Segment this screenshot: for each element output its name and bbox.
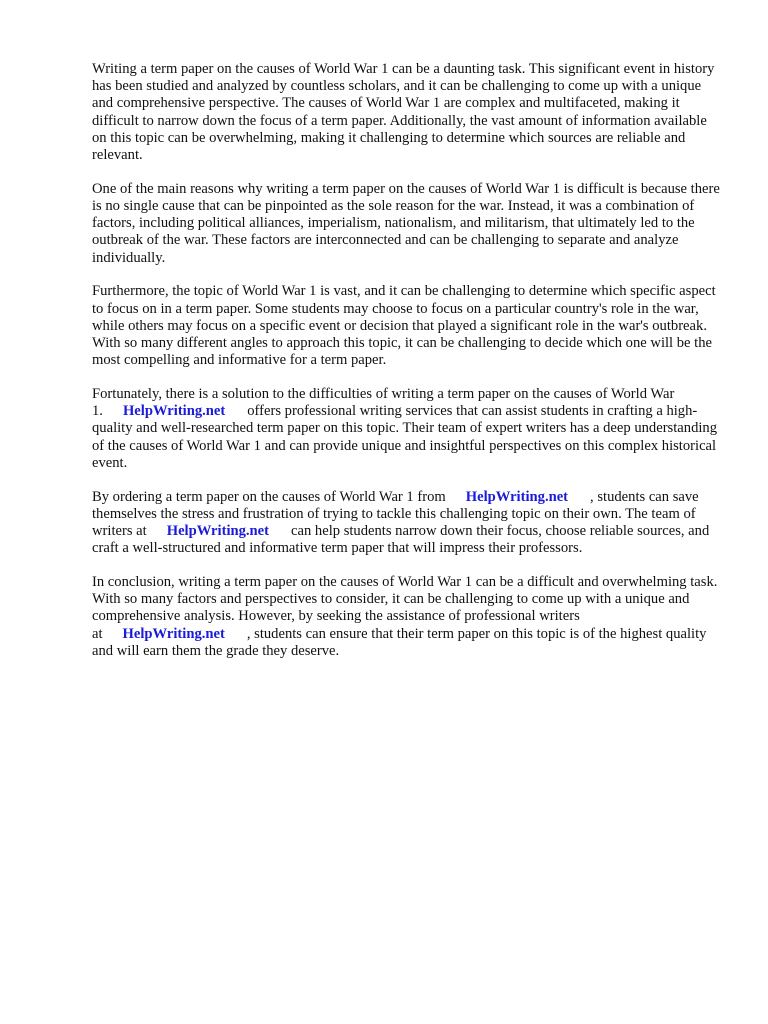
paragraph-solution: [92, 386, 724, 472]
paragraph-main-reasons: [92, 181, 724, 267]
paragraph-conclusion-text-after: , students can ensure that their term paper on this topic is of the highest quality and will earn them the grade they deserve.: [92, 625, 707, 659]
paragraph-ordering-text-before: By ordering a term paper on the causes of World War 1 from: [92, 488, 446, 505]
paragraph-main-reasons-text: One of the main reasons why writing a term paper on the causes of World War 1 is difficult is because there is no single cause that can be pinpointed as the sole reason for the war. Instead, it was a combination of factors, including political alliances, imperialism, nationalism, and militarism, that ultimately led to the outbreak of the war. These factors are interconnected and can be challenging to separate and analyze individually.: [92, 180, 720, 266]
helpwriting-link[interactable]: HelpWriting.net: [465, 488, 569, 505]
paragraph-ordering-text-after: can help students narrow down their focus, choose reliable sources, and craft a well-structured and informative term paper that will impress their professors.: [92, 523, 710, 557]
paragraph-topic-scope-text: Furthermore, the topic of World War 1 is vast, and it can be challenging to determine which specific aspect to focus on in a term paper. Some students may choose to focus on a particular country's role in the war, while others may focus on a specific event or decision that played a significant role in the war's outbreak. With so many different angles to approach this topic, it can be challenging to decide which one will be the most compelling and informative for a term paper.: [92, 283, 716, 369]
paragraph-intro: [92, 61, 724, 164]
document-body: [92, 61, 724, 677]
paragraph-ordering-text-middle: , students can save themselves the stress and frustration of trying to tackle this challenging topic on their own. The team of writers at: [92, 488, 699, 540]
helpwriting-link[interactable]: HelpWriting.net: [122, 625, 225, 642]
helpwriting-link[interactable]: HelpWriting.net: [122, 403, 226, 420]
paragraph-topic-scope: [92, 283, 724, 369]
paragraph-conclusion-text-before: In conclusion, writing a term paper on the causes of World War 1 can be a difficult and overwhelming task. With so many factors and perspectives to consider, it can be challenging to come up with a unique and comprehensive analysis. However, by seeking the assistance of professional writers at: [92, 574, 718, 642]
paragraph-conclusion: [92, 574, 724, 660]
paragraph-solution-text-after: offers professional writing services that can assist students in crafting a high-quality and well-researched term paper on this topic. Their team of expert writers has a deep understanding of the causes of World War 1 and can provide unique and insightful perspectives on this complex historical event.: [92, 403, 718, 471]
paragraph-ordering: [92, 489, 724, 558]
paragraph-solution-text-before: Fortunately, there is a solution to the difficulties of writing a term paper on the causes of World War 1.: [92, 386, 675, 420]
helpwriting-link[interactable]: HelpWriting.net: [166, 523, 270, 540]
paragraph-intro-text: Writing a term paper on the causes of World War 1 can be a daunting task. This significant event in history has been studied and analyzed by countless scholars, and it can be challenging to come up with a unique and comprehensive perspective. The causes of World War 1 are complex and multifaceted, making it difficult to narrow down the focus of a term paper. Additionally, the vast amount of information available on this topic can be overwhelming, making it challenging to determine which sources are reliable and relevant.: [92, 61, 715, 164]
